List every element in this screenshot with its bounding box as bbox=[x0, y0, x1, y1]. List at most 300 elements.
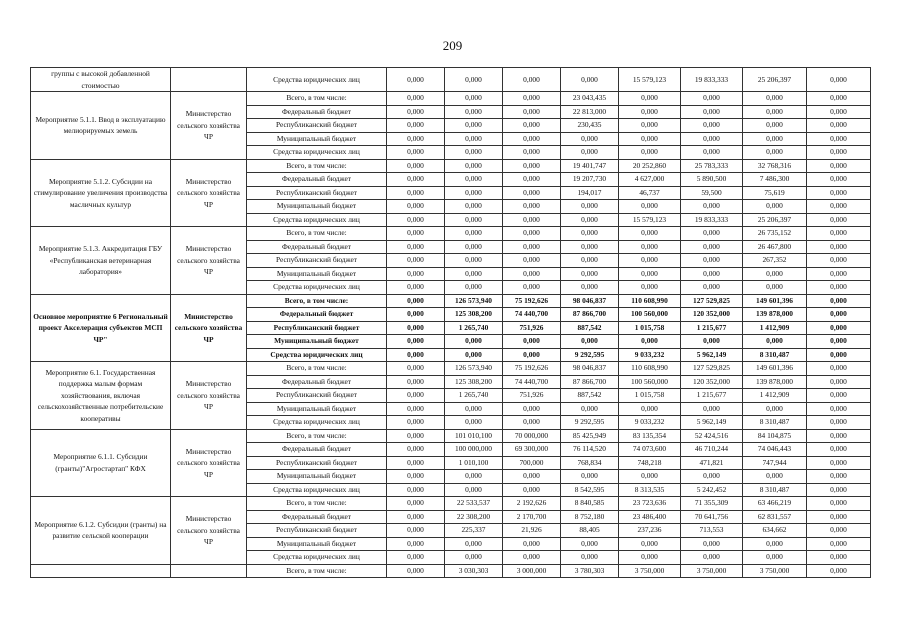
amount-cell: 0,000 bbox=[387, 159, 445, 173]
amount-cell: 887,542 bbox=[561, 389, 619, 403]
amount-cell: 0,000 bbox=[561, 267, 619, 281]
amount-cell: 0,000 bbox=[445, 267, 503, 281]
amount-cell: 0,000 bbox=[807, 254, 871, 268]
table-row bbox=[31, 294, 871, 308]
amount-cell: 8 840,585 bbox=[561, 497, 619, 511]
amount-cell: 0,000 bbox=[445, 213, 503, 227]
amount-cell: 0,000 bbox=[561, 281, 619, 295]
amount-cell: 100 560,000 bbox=[619, 375, 681, 389]
amount-cell: 139 878,000 bbox=[743, 375, 807, 389]
amount-cell: 5 890,500 bbox=[681, 173, 743, 187]
amount-cell: 8 752,180 bbox=[561, 510, 619, 524]
amount-cell: 0,000 bbox=[503, 213, 561, 227]
amount-cell: 22 813,000 bbox=[561, 105, 619, 119]
amount-cell: 0,000 bbox=[619, 470, 681, 484]
amount-cell: 26 735,152 bbox=[743, 227, 807, 241]
amount-cell: 0,000 bbox=[387, 227, 445, 241]
amount-cell: 0,000 bbox=[681, 105, 743, 119]
amount-cell: 0,000 bbox=[387, 308, 445, 322]
amount-cell: 0,000 bbox=[807, 240, 871, 254]
amount-cell: 0,000 bbox=[807, 429, 871, 443]
amount-cell: 0,000 bbox=[445, 551, 503, 565]
amount-cell: 0,000 bbox=[619, 240, 681, 254]
executor-cell bbox=[171, 564, 247, 578]
funding-source-cell: Федеральный бюджет bbox=[247, 105, 387, 119]
funding-source-cell: Муниципальный бюджет bbox=[247, 200, 387, 214]
amount-cell: 0,000 bbox=[503, 105, 561, 119]
amount-cell: 20 252,860 bbox=[619, 159, 681, 173]
amount-cell: 0,000 bbox=[743, 119, 807, 133]
amount-cell: 1 215,677 bbox=[681, 321, 743, 335]
amount-cell: 125 308,200 bbox=[445, 375, 503, 389]
amount-cell: 0,000 bbox=[445, 92, 503, 106]
amount-cell: 0,000 bbox=[807, 497, 871, 511]
amount-cell: 471,821 bbox=[681, 456, 743, 470]
amount-cell: 26 467,800 bbox=[743, 240, 807, 254]
amount-cell: 127 529,825 bbox=[681, 362, 743, 376]
amount-cell: 100 000,000 bbox=[445, 443, 503, 457]
amount-cell: 63 466,219 bbox=[743, 497, 807, 511]
amount-cell: 98 046,837 bbox=[561, 294, 619, 308]
amount-cell: 3 750,000 bbox=[619, 564, 681, 578]
amount-cell: 0,000 bbox=[619, 119, 681, 133]
amount-cell: 713,553 bbox=[681, 524, 743, 538]
amount-cell: 0,000 bbox=[807, 186, 871, 200]
amount-cell: 120 352,000 bbox=[681, 308, 743, 322]
amount-cell: 1 010,100 bbox=[445, 456, 503, 470]
amount-cell: 0,000 bbox=[387, 294, 445, 308]
amount-cell: 0,000 bbox=[619, 105, 681, 119]
amount-cell: 0,000 bbox=[503, 119, 561, 133]
amount-cell: 0,000 bbox=[503, 240, 561, 254]
amount-cell: 0,000 bbox=[503, 200, 561, 214]
funding-source-cell: Федеральный бюджет bbox=[247, 510, 387, 524]
amount-cell: 0,000 bbox=[807, 227, 871, 241]
funding-source-cell: Республиканский бюджет bbox=[247, 254, 387, 268]
funding-source-cell: Республиканский бюджет bbox=[247, 321, 387, 335]
funding-source-cell: Всего, в том числе: bbox=[247, 362, 387, 376]
amount-cell: 9 033,232 bbox=[619, 348, 681, 362]
amount-cell: 0,000 bbox=[503, 335, 561, 349]
measure-name-cell: Основное мероприятие 6 Региональный проект Акселерация субъектов МСП ЧР" bbox=[31, 294, 171, 362]
amount-cell: 0,000 bbox=[387, 146, 445, 160]
amount-cell: 0,000 bbox=[387, 92, 445, 106]
table-row bbox=[31, 429, 871, 443]
amount-cell: 0,000 bbox=[561, 402, 619, 416]
funding-source-cell: Федеральный бюджет bbox=[247, 443, 387, 457]
measure-name-cell bbox=[31, 564, 171, 578]
funding-source-cell: Республиканский бюджет bbox=[247, 119, 387, 133]
amount-cell: 0,000 bbox=[743, 470, 807, 484]
funding-source-cell: Муниципальный бюджет bbox=[247, 132, 387, 146]
amount-cell: 0,000 bbox=[503, 348, 561, 362]
amount-cell: 0,000 bbox=[445, 105, 503, 119]
amount-cell: 887,542 bbox=[561, 321, 619, 335]
measure-name-cell: Мероприятие 5.1.1. Ввод в эксплуатацию мелиорируемых земель bbox=[31, 92, 171, 160]
amount-cell: 7 486,300 bbox=[743, 173, 807, 187]
amount-cell: 0,000 bbox=[503, 92, 561, 106]
amount-cell: 0,000 bbox=[807, 92, 871, 106]
amount-cell: 0,000 bbox=[387, 186, 445, 200]
amount-cell: 19 833,333 bbox=[681, 213, 743, 227]
amount-cell: 9 292,595 bbox=[561, 348, 619, 362]
amount-cell: 0,000 bbox=[445, 119, 503, 133]
amount-cell: 0,000 bbox=[807, 537, 871, 551]
funding-source-cell: Муниципальный бюджет bbox=[247, 335, 387, 349]
amount-cell: 0,000 bbox=[387, 389, 445, 403]
amount-cell: 110 608,990 bbox=[619, 294, 681, 308]
amount-cell: 0,000 bbox=[807, 348, 871, 362]
amount-cell: 0,000 bbox=[807, 551, 871, 565]
amount-cell: 0,000 bbox=[445, 470, 503, 484]
funding-source-cell: Всего, в том числе: bbox=[247, 227, 387, 241]
amount-cell: 1 265,740 bbox=[445, 321, 503, 335]
amount-cell: 0,000 bbox=[807, 524, 871, 538]
amount-cell: 8 310,487 bbox=[743, 483, 807, 497]
amount-cell: 0,000 bbox=[619, 335, 681, 349]
amount-cell: 1 412,909 bbox=[743, 389, 807, 403]
amount-cell: 0,000 bbox=[503, 146, 561, 160]
amount-cell: 0,000 bbox=[807, 159, 871, 173]
amount-cell: 0,000 bbox=[561, 240, 619, 254]
funding-source-cell: Средства юридических лиц bbox=[247, 146, 387, 160]
amount-cell: 0,000 bbox=[807, 389, 871, 403]
amount-cell: 0,000 bbox=[619, 402, 681, 416]
amount-cell: 0,000 bbox=[387, 564, 445, 578]
amount-cell: 0,000 bbox=[387, 200, 445, 214]
amount-cell: 22 533,537 bbox=[445, 497, 503, 511]
amount-cell: 0,000 bbox=[807, 119, 871, 133]
amount-cell: 23 486,400 bbox=[619, 510, 681, 524]
amount-cell: 0,000 bbox=[387, 375, 445, 389]
amount-cell: 0,000 bbox=[743, 402, 807, 416]
amount-cell: 0,000 bbox=[445, 537, 503, 551]
amount-cell: 0,000 bbox=[561, 470, 619, 484]
amount-cell: 149 601,396 bbox=[743, 294, 807, 308]
funding-source-cell: Средства юридических лиц bbox=[247, 416, 387, 430]
amount-cell: 0,000 bbox=[807, 416, 871, 430]
amount-cell: 0,000 bbox=[681, 335, 743, 349]
amount-cell: 0,000 bbox=[503, 254, 561, 268]
amount-cell: 0,000 bbox=[445, 402, 503, 416]
amount-cell: 0,000 bbox=[743, 281, 807, 295]
amount-cell: 0,000 bbox=[743, 146, 807, 160]
executor-cell: Министерство сельского хозяйства ЧР bbox=[171, 159, 247, 227]
amount-cell: 0,000 bbox=[619, 267, 681, 281]
amount-cell: 59,500 bbox=[681, 186, 743, 200]
amount-cell: 0,000 bbox=[619, 146, 681, 160]
amount-cell: 25 206,397 bbox=[743, 213, 807, 227]
amount-cell: 75 192,626 bbox=[503, 294, 561, 308]
amount-cell: 0,000 bbox=[387, 497, 445, 511]
amount-cell: 0,000 bbox=[807, 321, 871, 335]
amount-cell: 237,236 bbox=[619, 524, 681, 538]
amount-cell: 85 425,949 bbox=[561, 429, 619, 443]
amount-cell: 0,000 bbox=[445, 483, 503, 497]
funding-source-cell: Муниципальный бюджет bbox=[247, 402, 387, 416]
amount-cell: 0,000 bbox=[561, 537, 619, 551]
table-row bbox=[31, 564, 871, 578]
table-body bbox=[31, 68, 871, 578]
amount-cell: 127 529,825 bbox=[681, 294, 743, 308]
amount-cell: 0,000 bbox=[445, 159, 503, 173]
amount-cell: 0,000 bbox=[503, 483, 561, 497]
amount-cell: 0,000 bbox=[681, 281, 743, 295]
amount-cell: 0,000 bbox=[807, 335, 871, 349]
executor-cell bbox=[171, 68, 247, 92]
amount-cell: 0,000 bbox=[387, 470, 445, 484]
amount-cell: 0,000 bbox=[743, 200, 807, 214]
amount-cell: 76 114,520 bbox=[561, 443, 619, 457]
amount-cell: 0,000 bbox=[807, 267, 871, 281]
amount-cell: 0,000 bbox=[807, 173, 871, 187]
amount-cell: 74 440,700 bbox=[503, 375, 561, 389]
funding-source-cell: Муниципальный бюджет bbox=[247, 267, 387, 281]
amount-cell: 87 866,700 bbox=[561, 375, 619, 389]
funding-source-cell: Республиканский бюджет bbox=[247, 186, 387, 200]
measure-name-cell: Мероприятие 6.1. Государственная поддержка малым формам хозяйствования, включая сельскохозяйственные потребительские кооперативы bbox=[31, 362, 171, 430]
amount-cell: 75,619 bbox=[743, 186, 807, 200]
table-row bbox=[31, 227, 871, 241]
amount-cell: 0,000 bbox=[743, 92, 807, 106]
funding-source-cell: Всего, в том числе: bbox=[247, 92, 387, 106]
amount-cell: 0,000 bbox=[503, 551, 561, 565]
amount-cell: 3 780,303 bbox=[561, 564, 619, 578]
amount-cell: 0,000 bbox=[503, 173, 561, 187]
amount-cell: 0,000 bbox=[503, 402, 561, 416]
amount-cell: 0,000 bbox=[807, 308, 871, 322]
amount-cell: 2 170,700 bbox=[503, 510, 561, 524]
amount-cell: 0,000 bbox=[681, 267, 743, 281]
funding-source-cell: Республиканский бюджет bbox=[247, 456, 387, 470]
amount-cell: 0,000 bbox=[743, 335, 807, 349]
amount-cell: 0,000 bbox=[445, 186, 503, 200]
amount-cell: 634,662 bbox=[743, 524, 807, 538]
amount-cell: 0,000 bbox=[619, 281, 681, 295]
amount-cell: 0,000 bbox=[807, 281, 871, 295]
measure-name-cell: Мероприятие 6.1.2. Субсидии (гранты) на развитие сельской кооперации bbox=[31, 497, 171, 565]
amount-cell: 0,000 bbox=[387, 213, 445, 227]
amount-cell: 75 192,626 bbox=[503, 362, 561, 376]
amount-cell: 0,000 bbox=[387, 429, 445, 443]
amount-cell: 0,000 bbox=[681, 132, 743, 146]
amount-cell: 0,000 bbox=[503, 267, 561, 281]
amount-cell: 0,000 bbox=[681, 254, 743, 268]
executor-cell: Министерство сельского хозяйства ЧР bbox=[171, 227, 247, 295]
amount-cell: 0,000 bbox=[619, 132, 681, 146]
amount-cell: 5 242,452 bbox=[681, 483, 743, 497]
amount-cell: 69 300,000 bbox=[503, 443, 561, 457]
amount-cell: 1 015,758 bbox=[619, 389, 681, 403]
amount-cell: 22 308,200 bbox=[445, 510, 503, 524]
amount-cell: 0,000 bbox=[445, 335, 503, 349]
funding-source-cell: Всего, в том числе: bbox=[247, 497, 387, 511]
amount-cell: 8 542,595 bbox=[561, 483, 619, 497]
amount-cell: 0,000 bbox=[619, 92, 681, 106]
funding-source-cell: Средства юридических лиц bbox=[247, 281, 387, 295]
amount-cell: 0,000 bbox=[387, 483, 445, 497]
amount-cell: 74 073,600 bbox=[619, 443, 681, 457]
amount-cell: 25 206,397 bbox=[743, 68, 807, 92]
amount-cell: 126 573,940 bbox=[445, 362, 503, 376]
amount-cell: 0,000 bbox=[807, 470, 871, 484]
amount-cell: 0,000 bbox=[561, 200, 619, 214]
amount-cell: 0,000 bbox=[807, 105, 871, 119]
funding-source-cell: Всего, в том числе: bbox=[247, 564, 387, 578]
amount-cell: 25 783,333 bbox=[681, 159, 743, 173]
amount-cell: 0,000 bbox=[743, 551, 807, 565]
amount-cell: 0,000 bbox=[681, 470, 743, 484]
amount-cell: 0,000 bbox=[387, 254, 445, 268]
amount-cell: 21,926 bbox=[503, 524, 561, 538]
amount-cell: 0,000 bbox=[387, 362, 445, 376]
amount-cell: 0,000 bbox=[807, 146, 871, 160]
amount-cell: 0,000 bbox=[445, 281, 503, 295]
amount-cell: 9 292,595 bbox=[561, 416, 619, 430]
amount-cell: 0,000 bbox=[807, 443, 871, 457]
amount-cell: 0,000 bbox=[445, 240, 503, 254]
funding-source-cell: Средства юридических лиц bbox=[247, 551, 387, 565]
funding-source-cell: Всего, в том числе: bbox=[247, 294, 387, 308]
funding-source-cell: Всего, в том числе: bbox=[247, 159, 387, 173]
amount-cell: 751,926 bbox=[503, 321, 561, 335]
amount-cell: 1 015,758 bbox=[619, 321, 681, 335]
amount-cell: 0,000 bbox=[681, 227, 743, 241]
amount-cell: 0,000 bbox=[503, 281, 561, 295]
funding-source-cell: Федеральный бюджет bbox=[247, 308, 387, 322]
amount-cell: 0,000 bbox=[681, 402, 743, 416]
amount-cell: 0,000 bbox=[807, 483, 871, 497]
amount-cell: 0,000 bbox=[445, 68, 503, 92]
amount-cell: 0,000 bbox=[681, 537, 743, 551]
amount-cell: 4 627,000 bbox=[619, 173, 681, 187]
funding-source-cell: Федеральный бюджет bbox=[247, 240, 387, 254]
amount-cell: 0,000 bbox=[503, 227, 561, 241]
amount-cell: 0,000 bbox=[807, 362, 871, 376]
funding-source-cell: Средства юридических лиц bbox=[247, 348, 387, 362]
funding-source-cell: Средства юридических лиц bbox=[247, 483, 387, 497]
table-row bbox=[31, 68, 871, 92]
amount-cell: 0,000 bbox=[561, 132, 619, 146]
amount-cell: 0,000 bbox=[445, 227, 503, 241]
page-number: 209 bbox=[442, 38, 463, 53]
amount-cell: 70 641,756 bbox=[681, 510, 743, 524]
budget-table bbox=[30, 67, 871, 578]
amount-cell: 0,000 bbox=[445, 416, 503, 430]
executor-cell: Министерство сельского хозяйства ЧР bbox=[171, 294, 247, 362]
amount-cell: 0,000 bbox=[743, 537, 807, 551]
measure-name-cell: Мероприятие 6.1.1. Субсидии (гранты)"Агростартап" КФХ bbox=[31, 429, 171, 497]
amount-cell: 0,000 bbox=[681, 146, 743, 160]
amount-cell: 0,000 bbox=[503, 68, 561, 92]
amount-cell: 0,000 bbox=[387, 281, 445, 295]
amount-cell: 46,737 bbox=[619, 186, 681, 200]
amount-cell: 98 046,837 bbox=[561, 362, 619, 376]
amount-cell: 74 046,443 bbox=[743, 443, 807, 457]
executor-cell: Министерство сельского хозяйства ЧР bbox=[171, 92, 247, 160]
amount-cell: 3 000,000 bbox=[503, 564, 561, 578]
amount-cell: 0,000 bbox=[619, 227, 681, 241]
amount-cell: 110 608,990 bbox=[619, 362, 681, 376]
amount-cell: 0,000 bbox=[445, 146, 503, 160]
funding-source-cell: Республиканский бюджет bbox=[247, 389, 387, 403]
amount-cell: 52 424,516 bbox=[681, 429, 743, 443]
amount-cell: 0,000 bbox=[387, 240, 445, 254]
amount-cell: 0,000 bbox=[561, 227, 619, 241]
amount-cell: 0,000 bbox=[387, 348, 445, 362]
amount-cell: 0,000 bbox=[445, 132, 503, 146]
amount-cell: 0,000 bbox=[387, 402, 445, 416]
amount-cell: 87 866,700 bbox=[561, 308, 619, 322]
amount-cell: 0,000 bbox=[619, 551, 681, 565]
amount-cell: 139 878,000 bbox=[743, 308, 807, 322]
amount-cell: 23 043,435 bbox=[561, 92, 619, 106]
amount-cell: 0,000 bbox=[619, 254, 681, 268]
amount-cell: 3 750,000 bbox=[743, 564, 807, 578]
table-row bbox=[31, 159, 871, 173]
amount-cell: 101 010,100 bbox=[445, 429, 503, 443]
amount-cell: 0,000 bbox=[387, 105, 445, 119]
amount-cell: 125 308,200 bbox=[445, 308, 503, 322]
amount-cell: 0,000 bbox=[561, 68, 619, 92]
table-row bbox=[31, 362, 871, 376]
amount-cell: 0,000 bbox=[445, 254, 503, 268]
amount-cell: 0,000 bbox=[619, 537, 681, 551]
amount-cell: 194,017 bbox=[561, 186, 619, 200]
funding-source-cell: Федеральный бюджет bbox=[247, 173, 387, 187]
amount-cell: 0,000 bbox=[561, 254, 619, 268]
table-row bbox=[31, 497, 871, 511]
amount-cell: 0,000 bbox=[807, 402, 871, 416]
amount-cell: 230,435 bbox=[561, 119, 619, 133]
amount-cell: 88,405 bbox=[561, 524, 619, 538]
funding-source-cell: Республиканский бюджет bbox=[247, 524, 387, 538]
amount-cell: 0,000 bbox=[387, 443, 445, 457]
amount-cell: 0,000 bbox=[387, 551, 445, 565]
measure-name-cell: группы с высокой добавленной стоимостью bbox=[31, 68, 171, 92]
amount-cell: 0,000 bbox=[681, 551, 743, 565]
amount-cell: 74 440,700 bbox=[503, 308, 561, 322]
amount-cell: 5 962,149 bbox=[681, 348, 743, 362]
amount-cell: 0,000 bbox=[387, 132, 445, 146]
amount-cell: 0,000 bbox=[503, 186, 561, 200]
amount-cell: 0,000 bbox=[807, 68, 871, 92]
table-row bbox=[31, 92, 871, 106]
amount-cell: 8 310,487 bbox=[743, 348, 807, 362]
funding-source-cell: Средства юридических лиц bbox=[247, 213, 387, 227]
amount-cell: 0,000 bbox=[503, 470, 561, 484]
amount-cell: 19 207,730 bbox=[561, 173, 619, 187]
amount-cell: 9 033,232 bbox=[619, 416, 681, 430]
amount-cell: 0,000 bbox=[387, 173, 445, 187]
amount-cell: 1 265,740 bbox=[445, 389, 503, 403]
measure-name-cell: Мероприятие 5.1.3. Аккредитация ГБУ «Республиканская ветеринарная лаборатория» bbox=[31, 227, 171, 295]
amount-cell: 748,218 bbox=[619, 456, 681, 470]
amount-cell: 149 601,396 bbox=[743, 362, 807, 376]
amount-cell: 0,000 bbox=[561, 146, 619, 160]
amount-cell: 700,000 bbox=[503, 456, 561, 470]
amount-cell: 0,000 bbox=[807, 564, 871, 578]
funding-source-cell: Муниципальный бюджет bbox=[247, 470, 387, 484]
amount-cell: 768,834 bbox=[561, 456, 619, 470]
amount-cell: 15 579,123 bbox=[619, 213, 681, 227]
executor-cell: Министерство сельского хозяйства ЧР bbox=[171, 497, 247, 565]
amount-cell: 32 768,316 bbox=[743, 159, 807, 173]
amount-cell: 0,000 bbox=[807, 200, 871, 214]
funding-source-cell: Средства юридических лиц bbox=[247, 68, 387, 92]
amount-cell: 0,000 bbox=[807, 132, 871, 146]
amount-cell: 0,000 bbox=[445, 200, 503, 214]
